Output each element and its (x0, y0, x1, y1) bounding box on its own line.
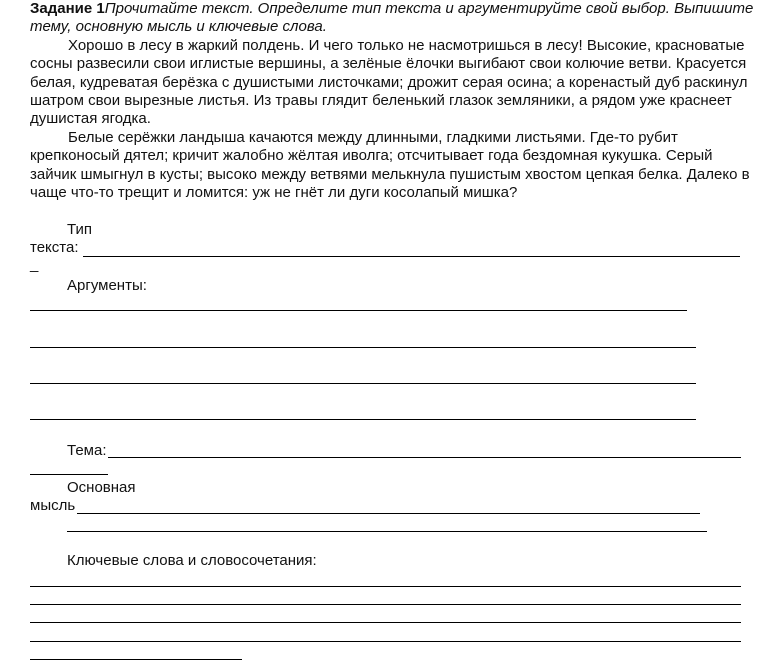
theme-continuation-line[interactable] (30, 474, 108, 475)
arguments-line-1[interactable] (30, 310, 687, 311)
keywords-line-5[interactable] (30, 659, 242, 660)
keywords-label: Ключевые слова и словосочетания: (67, 552, 317, 569)
arguments-line-4[interactable] (30, 419, 696, 420)
theme-label: Тема: (67, 442, 107, 459)
task-number: Задание 1 (30, 0, 105, 17)
arguments-line-3[interactable] (30, 383, 696, 384)
type-answer-line[interactable] (83, 256, 740, 257)
main-idea-continuation-line[interactable] (67, 531, 707, 532)
keywords-line-2[interactable] (30, 604, 741, 605)
keywords-line-4[interactable] (30, 641, 741, 642)
main-idea-label-line2: мысль (30, 497, 76, 514)
text-paragraph-2: Белые серёжки ландыша качаются между длинными, гладкими листьями. Где-то рубит крепконосый дятел; кричит жалобно жёлтая иволга; отсчитывает года бездомная кукушка. Серый зайчик шмыгнул в кусты; высоко между ветвями мелькнула пушистым хвостом цепкая белка. Далеко в чаще что-то трещит и ломится: уж не гнёт ли дуги косолапый мишка? (30, 129, 750, 201)
type-dash: _ (30, 256, 39, 273)
main-idea-answer-line[interactable] (77, 513, 700, 514)
type-label-line2: текста: (30, 239, 79, 256)
arguments-line-2[interactable] (30, 347, 696, 348)
type-label-line1: Тип (67, 221, 93, 238)
task-instruction: Прочитайте текст. Определите тип текста и аргументируйте свой выбор. Выпишите тему, основную мысль и ключевые слова. (30, 0, 754, 36)
task-header (30, 0, 760, 37)
keywords-line-3[interactable] (30, 622, 741, 623)
text-paragraph-1: Хорошо в лесу в жаркий полдень. И чего только не насмотришься в лесу! Высокие, красноватые сосны развесили свои иглистые вершины, а зелёные ёлочки выгибают свои колючие ветви. Красуется белая, кудреватая берёзка с душистыми листочками; дрожит серая осина; а коренастый дуб раскинул шатром свои вырезные листья. Из травы глядит беленький глазок земляники, а рядом уже краснеет душистая ягодка. (30, 37, 748, 128)
arguments-label: Аргументы: (67, 277, 147, 294)
main-idea-label-line1: Основная (67, 479, 136, 496)
keywords-line-1[interactable] (30, 586, 741, 587)
theme-answer-line[interactable] (108, 457, 741, 458)
